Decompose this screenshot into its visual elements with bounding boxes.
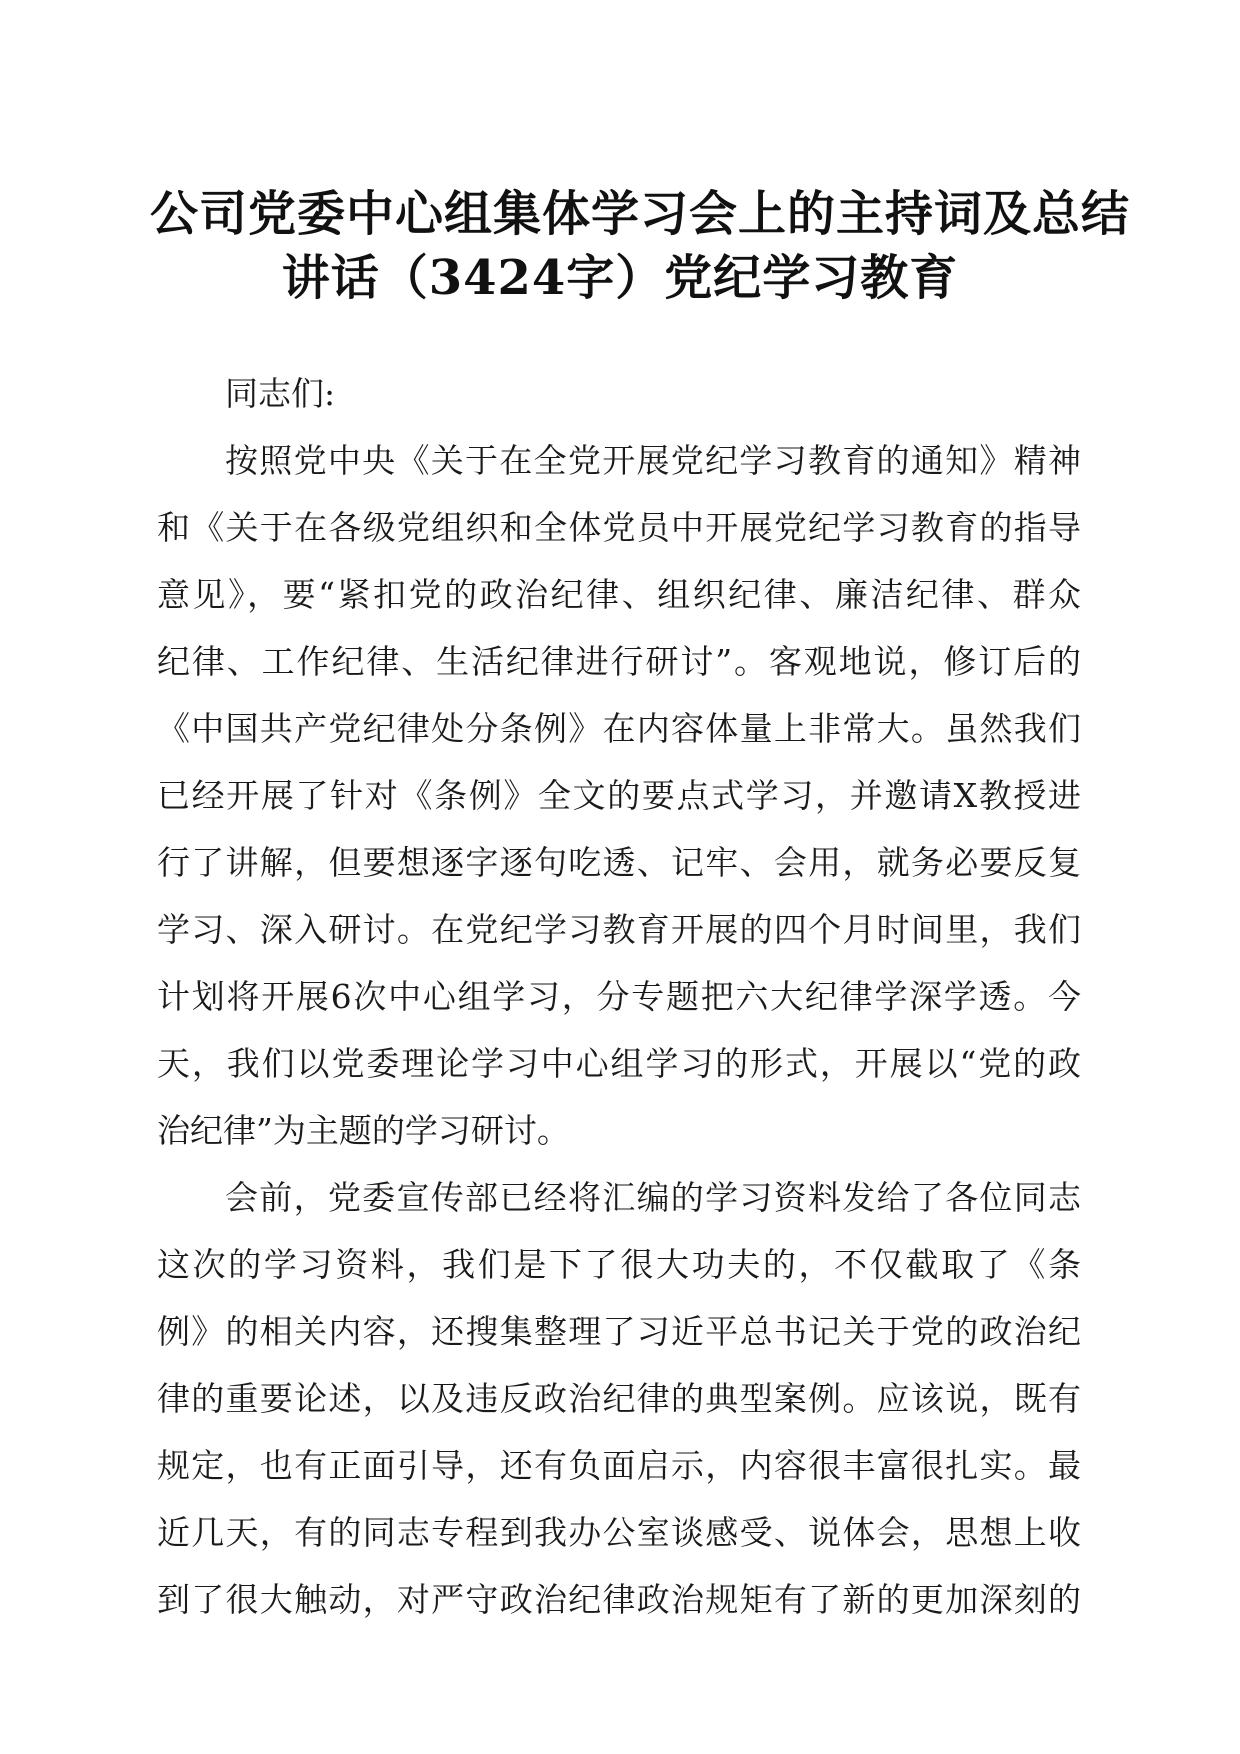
paragraph-line: 已经开展了针对《条例》全文的要点式学习，并邀请X教授进 (157, 776, 1081, 815)
paragraph-line: 例》的相关内容，还搜集整理了习近平总书记关于党的政治纪 (157, 1312, 1081, 1351)
paragraph-line: 行了讲解，但要想逐字逐句吃透、记牢、会用，就务必要反复 (157, 843, 1081, 882)
paragraph-2 (157, 1164, 1081, 1633)
paragraph-line: 意见》，要“紧扣党的政治纪律、组织纪律、廉洁纪律、群众 (157, 575, 1081, 614)
paragraph-line: 这次的学习资料，我们是下了很大功夫的，不仅截取了《条 (157, 1245, 1081, 1284)
title-line-1: 公司党委中心组集体学习会上的主持词及总结 (150, 186, 1131, 242)
paragraph-line: 治纪律”为主题的学习研讨。 (157, 1111, 570, 1150)
paragraph-line: 学习、深入研讨。在党纪学习教育开展的四个月时间里，我们 (157, 910, 1081, 949)
paragraph-1 (157, 427, 1081, 1164)
paragraph-line: 到了很大触动，对严守政治纪律政治规矩有了新的更加深刻的 (157, 1580, 1081, 1619)
paragraph-line: 和《关于在各级党组织和全体党员中开展党纪学习教育的指导 (157, 508, 1081, 547)
paragraph-line: 律的重要论述，以及违反政治纪律的典型案例。应该说，既有 (157, 1379, 1081, 1418)
paragraph-line: 按照党中央《关于在全党开展党纪学习教育的通知》精神 (225, 441, 1081, 480)
paragraph-line: 天，我们以党委理论学习中心组学习的形式，开展以“党的政 (157, 1044, 1081, 1083)
paragraph-line: 规定，也有正面引导，还有负面启示，内容很丰富很扎实。最 (157, 1446, 1081, 1485)
paragraph-line: 计划将开展6次中心组学习，分专题把六大纪律学深学透。今 (157, 977, 1081, 1016)
paragraph-line: 纪律、工作纪律、生活纪律进行研讨”。客观地说，修订后的 (157, 642, 1081, 681)
paragraph-line: 《中国共产党纪律处分条例》在内容体量上非常大。虽然我们 (157, 709, 1081, 748)
paragraph-line: 会前，党委宣传部已经将汇编的学习资料发给了各位同志 (225, 1178, 1081, 1217)
title-line-2: 讲话（3424字）党纪学习教育 (281, 250, 959, 306)
paragraph-line: 近几天，有的同志专程到我办公室谈感受、说体会，思想上收 (157, 1513, 1081, 1552)
document-title (150, 182, 1131, 310)
document-body (157, 360, 1081, 1633)
greeting: 同志们: (225, 374, 336, 413)
